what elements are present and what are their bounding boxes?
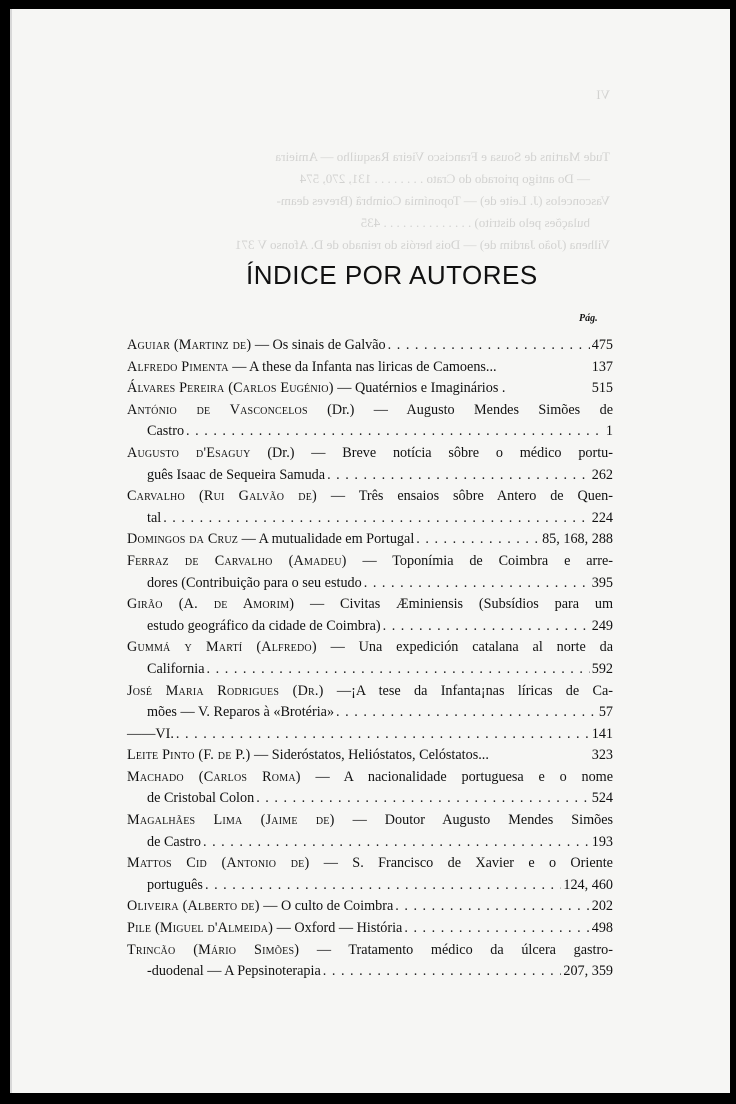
entry-pages: 57 bbox=[598, 704, 613, 721]
entry-pages: 193 bbox=[591, 833, 613, 850]
leader-dots bbox=[395, 896, 589, 918]
entry-pages: 475 bbox=[591, 337, 613, 353]
entry-title: — Quatérnios e Imaginários . bbox=[337, 380, 506, 397]
index-entry bbox=[127, 767, 613, 810]
entry-title: (Dr.) — Augusto Mendes Simões de bbox=[327, 401, 613, 418]
entry-pages: 249 bbox=[591, 617, 613, 634]
entry-pages: 498 bbox=[591, 920, 613, 937]
page-column-label: Pág. bbox=[579, 313, 598, 324]
leader-dots bbox=[163, 508, 590, 530]
entry-title-continuation: de Castro bbox=[147, 833, 201, 850]
entry-title: (Dr.) — Breve notícia sôbre o médico portu- bbox=[267, 444, 613, 461]
entry-author: Ferraz de Carvalho (Amadeu) bbox=[127, 552, 347, 569]
entry-author: Leite Pinto (F. de P.) bbox=[127, 747, 251, 764]
entry-author: Augusto d'Esaguy bbox=[127, 444, 251, 461]
leader-dots bbox=[364, 573, 590, 595]
entry-title: — Tratamento médico da úlcera gastro- bbox=[316, 941, 614, 958]
index-entry bbox=[127, 724, 613, 746]
entry-title-continuation: dores (Contribuição para o seu estudo bbox=[147, 574, 362, 591]
entry-pages: 141 bbox=[591, 725, 613, 742]
entry-pages: 592 bbox=[591, 660, 613, 677]
index-entry bbox=[127, 853, 613, 896]
entry-title: — Os sinais de Galvão bbox=[254, 337, 386, 353]
entry-author: Mattos Cid (Antonio de) bbox=[127, 855, 310, 872]
entry-title-continuation: California bbox=[147, 660, 205, 677]
index-entry bbox=[127, 637, 613, 680]
entry-author: Trincão (Mário Simões) bbox=[127, 941, 300, 958]
entry-title: — Sideróstatos, Helióstatos, Celóstatos... bbox=[254, 747, 489, 764]
author-index bbox=[127, 335, 613, 983]
entry-title: — O culto de Coimbra bbox=[263, 898, 394, 915]
entry-title-continuation: tal bbox=[147, 509, 162, 526]
entry-pages: 202 bbox=[591, 898, 613, 915]
entry-pages: 524 bbox=[591, 790, 613, 807]
book-page bbox=[10, 9, 730, 1093]
entry-title: — A these da Infanta nas liricas de Camoens... bbox=[232, 358, 497, 375]
index-entry bbox=[127, 745, 613, 767]
entry-pages: 124, 460 bbox=[563, 876, 613, 893]
entry-title: — Civitas Æminiensis (Subsídios para um bbox=[310, 596, 613, 613]
entry-title: — Una expedición catalana al norte da bbox=[330, 639, 614, 656]
entry-author: José Maria Rodrigues (Dr.) bbox=[127, 682, 324, 699]
entry-pages: 85, 168, 288 bbox=[542, 531, 613, 548]
index-entry bbox=[127, 896, 613, 918]
leader-dots bbox=[416, 529, 540, 551]
entry-title: — Oxford — História bbox=[276, 920, 403, 937]
index-entry bbox=[127, 594, 613, 637]
entry-title-continuation: de Cristobal Colon bbox=[147, 790, 255, 807]
index-entry bbox=[127, 940, 613, 983]
entry-pages: 515 bbox=[591, 380, 613, 397]
show-through-text: VI Tude Martins de Sousa e Francisco Vieira Rasquilho — Amieira — Do antigo priorado do Crato . . . . . . . . 131, 270, 574 Vasconcelos (J. Leite de) — Toponímia Coimbrã (Breves deam- bulações pelo distrito) . . . . . . . . . . . . . . 435 Vilhena (João Jardim de) — Dois heróis do reinado de D. Afonso V 371 bbox=[235, 87, 610, 252]
entry-title: — A nacionalidade portuguesa e o nome bbox=[315, 768, 614, 785]
index-entry bbox=[127, 357, 613, 379]
entry-author: Álvares Pereira (Carlos Eugénio) bbox=[127, 380, 334, 397]
index-entry bbox=[127, 400, 613, 443]
entry-pages: 323 bbox=[591, 747, 613, 764]
entry-title-continuation: português bbox=[147, 876, 203, 893]
entry-author: Carvalho (Rui Galvão de) bbox=[127, 488, 317, 505]
entry-title-continuation: -duodenal — A Pepsinoterapia bbox=[147, 963, 321, 980]
entry-author: Oliveira (Alberto de) bbox=[127, 898, 260, 915]
entry-title-continuation: mões — V. Reparos à «Brotéria» bbox=[147, 704, 335, 721]
index-entry bbox=[127, 443, 613, 486]
entry-author: Machado (Carlos Roma) bbox=[127, 768, 301, 785]
leader-dots bbox=[256, 788, 590, 810]
entry-title: —¡A tese da Infanta¡nas líricas de Ca- bbox=[336, 682, 614, 699]
entry-title-continuation: Castro bbox=[147, 423, 185, 440]
index-entry bbox=[127, 335, 613, 357]
index-entry bbox=[127, 681, 613, 724]
entry-title: — S. Francisco de Xavier e o Oriente bbox=[323, 855, 613, 872]
index-entry bbox=[127, 551, 613, 594]
entry-author: Girão (A. de Amorim) bbox=[127, 596, 295, 613]
page-title: ÍNDICE POR AUTORES bbox=[246, 260, 538, 290]
entry-title: VI. bbox=[155, 725, 174, 742]
entry-pages: 207, 359 bbox=[563, 963, 613, 980]
leader-dots bbox=[186, 421, 604, 443]
entry-author: Alfredo Pimenta bbox=[127, 358, 229, 375]
leader-dots bbox=[203, 832, 590, 854]
leader-dots bbox=[404, 918, 589, 940]
leader-dots bbox=[176, 724, 590, 746]
entry-author: Gummá y Martí (Alfredo) bbox=[127, 639, 317, 656]
entry-author: António de Vasconcelos bbox=[127, 401, 308, 418]
index-entry bbox=[127, 378, 613, 400]
entry-title: — Toponímia de Coimbra e arre- bbox=[362, 552, 613, 569]
leader-dots bbox=[205, 875, 561, 897]
entry-pages: 224 bbox=[591, 509, 613, 526]
entry-title-continuation: guês Isaac de Sequeira Samuda bbox=[147, 466, 326, 483]
entry-author: Domingos da Cruz bbox=[127, 531, 239, 548]
entry-author: Magalhães Lima (Jaime de) bbox=[127, 812, 335, 829]
entry-pages: 137 bbox=[591, 358, 613, 375]
leader-dots bbox=[388, 335, 590, 357]
entry-author: Aguiar (Martinz de) bbox=[127, 337, 252, 353]
leader-dots bbox=[323, 961, 562, 983]
entry-pages: 395 bbox=[591, 574, 613, 591]
entry-author: Pile (Miguel d'Almeida) bbox=[127, 920, 274, 937]
leader-dots bbox=[383, 616, 590, 638]
entry-author: —— bbox=[127, 725, 156, 742]
index-entry bbox=[127, 486, 613, 529]
entry-title: — Três ensaios sôbre Antero de Quen- bbox=[330, 488, 613, 505]
index-entry bbox=[127, 529, 613, 551]
entry-pages: 262 bbox=[591, 466, 613, 483]
leader-dots bbox=[336, 702, 597, 724]
leader-dots bbox=[207, 659, 590, 681]
index-entry bbox=[127, 810, 613, 853]
entry-title-continuation: estudo geográfico da cidade de Coimbra) bbox=[147, 617, 381, 634]
entry-pages: 1 bbox=[605, 423, 613, 440]
entry-title: — Doutor Augusto Mendes Simões bbox=[352, 812, 614, 829]
entry-title: — A mutualidade em Portugal bbox=[241, 531, 415, 548]
leader-dots bbox=[327, 465, 590, 487]
index-entry bbox=[127, 918, 613, 940]
